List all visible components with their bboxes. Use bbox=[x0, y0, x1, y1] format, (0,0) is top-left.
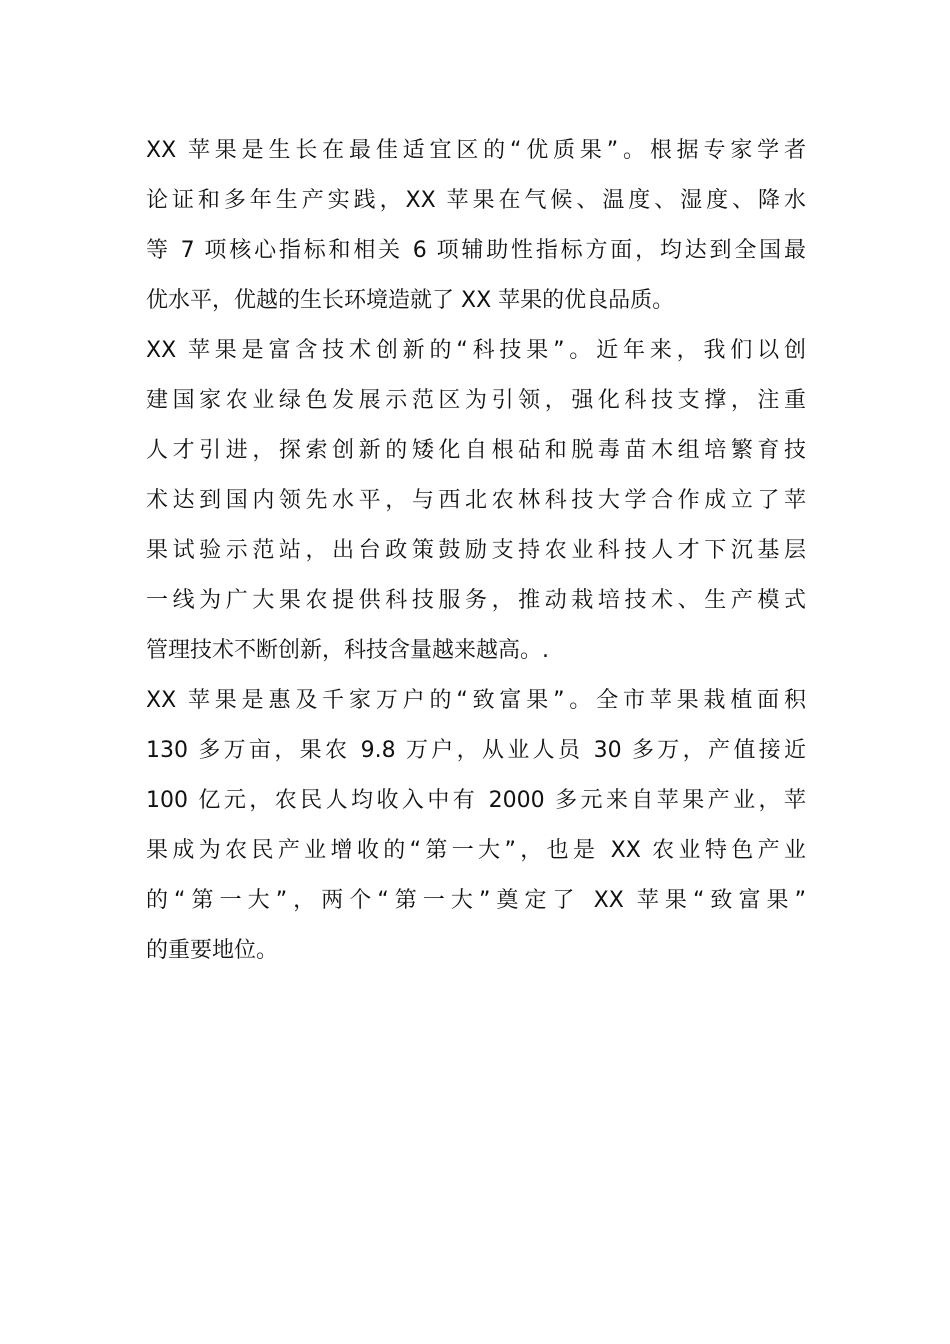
document-body bbox=[146, 126, 806, 976]
paragraph-wealth-fruit bbox=[146, 676, 806, 976]
text-line: 术达到国内领先水平，与西北农林科技大学合作成立了苹 bbox=[146, 488, 806, 513]
text-line: 论证和多年生产实践，XX 苹果在气候、温度、湿度、降水 bbox=[146, 188, 806, 213]
text-line: 果试验示范站，出台政策鼓励支持农业科技人才下沉基层 bbox=[146, 538, 806, 563]
text-line: XX 苹果是生长在最佳适宜区的“优质果”。根据专家学者 bbox=[146, 138, 806, 163]
text-line: 建国家农业绿色发展示范区为引领，强化科技支撑，注重 bbox=[146, 388, 806, 413]
text-line: 人才引进，探索创新的矮化自根砧和脱毒苗木组培繁育技 bbox=[146, 438, 806, 463]
text-line: 等 7 项核心指标和相关 6 项辅助性指标方面，均达到全国最 bbox=[146, 238, 806, 263]
text-line: 100 亿元，农民人均收入中有 2000 多元来自苹果产业，苹 bbox=[146, 788, 806, 813]
text-line: 的“第一大”，两个“第一大”奠定了 XX 苹果“致富果” bbox=[146, 888, 806, 913]
text-line: 一线为广大果农提供科技服务，推动栽培技术、生产模式 bbox=[146, 588, 806, 613]
paragraph-quality-fruit bbox=[146, 126, 806, 326]
text-line: 的重要地位。 bbox=[146, 938, 279, 963]
text-line: 管理技术不断创新，科技含量越来越高。. bbox=[146, 638, 549, 663]
text-line: 130 多万亩，果农 9.8 万户，从业人员 30 多万，产值接近 bbox=[146, 738, 806, 763]
text-line: XX 苹果是惠及千家万户的“致富果”。全市苹果栽植面积 bbox=[146, 688, 806, 713]
text-line: 优水平，优越的生长环境造就了 XX 苹果的优良品质。 bbox=[146, 288, 675, 313]
paragraph-tech-fruit bbox=[146, 326, 806, 676]
text-line: 果成为农民产业增收的“第一大”，也是 XX 农业特色产业 bbox=[146, 838, 806, 863]
text-line: XX 苹果是富含技术创新的“科技果”。近年来，我们以创 bbox=[146, 338, 806, 363]
